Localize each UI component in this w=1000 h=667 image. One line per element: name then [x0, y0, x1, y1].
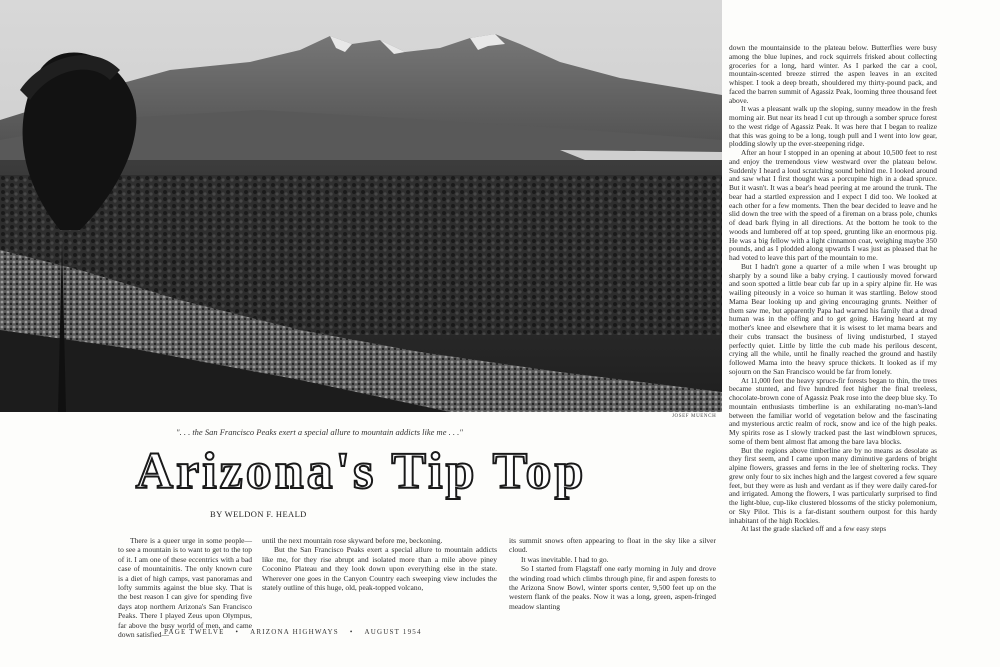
page-footer	[160, 628, 426, 636]
footer-separator: •	[235, 628, 240, 636]
photo-credit: JOSEF MUENCH	[672, 414, 717, 419]
paragraph: until the next mountain rose skyward before me, beckoning.	[262, 536, 443, 545]
paragraph: It was a pleasant walk up the sloping, sunny meadow in the fresh morning air. But near its head I cut up through a somber spruce forest to the west ridge of Agassiz Peak. It was here that I began to realize that this was going to be a long, tough pull and I went into low gear, plodding slowly up the ever-steepening ridge.	[729, 104, 937, 149]
title-text: Arizona's Tip Top	[135, 443, 587, 500]
mountain-photo	[0, 0, 722, 412]
paragraph: At 11,000 feet the heavy spruce-fir forests began to thin, the trees became stunted, and five hundred feet higher the final treeless, chocolate-brown cone of Agassiz Peak rose into the deep blue sky. To mountain enthusiasts timberline is an exhilarating no-man's-land between the familiar world of vegetation below and the fascinating and mysterious arctic realm of rock, snow and ice of the high peaks. My spirits rose as I slowly tracked past the last windblown spruces, some of them bent almost flat among the bare lava blocks.	[729, 375, 937, 446]
paragraph: It was inevitable. I had to go.	[521, 554, 609, 564]
paragraph: So I started from Flagstaff one early morning in July and drove the winding road which climbs through pine, fir and aspen forests to the Arizona Snow Bowl, winter sports center, 9,500 feet up on the western flank of the peaks. Now it was a long, green, aspen-fringed meadow slanting	[509, 564, 716, 611]
paragraph: down the mountainside to the plateau below. Butterflies were busy among the blue lupines, and rock squirrels frisked about collecting groceries for a long, hard winter. As I parked the car a cool, mountain-scented breeze stirred the aspen leaves in an excited whisper. I took a deep breath, shouldered my thirty-pound pack, and faced the barren summit of Agassiz Peak, looming three thousand feet above.	[729, 43, 937, 105]
paragraph: After an hour I stopped in an opening at about 10,500 feet to rest and enjoy the tremendous view westward over the plateau below. Suddenly I heard a loud scratching sound behind me. I looked around and saw what I first thought was a porcupine high in a dead spruce. But it wasn't. It was a bear's head peering at me around the trunk. The bear had a startled expression and I expect I did too. We looked at each other for a few moments. Then the bear decided to leave and he slid down the tree with the speed of a fireman on a brass pole, chunks of dead bark flying in all directions. At the bottom he took to the woods and lumbered off at top speed, grunting like an enormous pig. He was a big fellow with a light cinnamon coat, weighing maybe 350 pounds, and as I plodded along upwards I was just as pleased that he had voted to leave this part of the mountain to me.	[729, 148, 937, 262]
article-column-2	[262, 536, 497, 592]
magazine-name: ARIZONA HIGHWAYS	[250, 628, 339, 636]
footer-separator: •	[349, 628, 354, 636]
paragraph: But the regions above timberline are by no means as desolate as they first seem, and I came upon many diminutive gardens of bright alpine flowers, grasses and ferns in the lee of sheltering rocks. They grew only four to six inches high and the largest covered a few square feet, but they were as lush and verdant as if they were daily cared-for and irrigated. Among the flowers, I was particularly surprised to find the light-blue, cup-like clustered blossoms of the sticky polemonium, or Sky Pilot. This is a far-distant southern outpost for this hardy inhabitant of the high Rockies.	[729, 445, 937, 525]
article-column-3	[509, 536, 716, 611]
mountain-landscape-image	[0, 0, 722, 412]
photo-caption: ". . . the San Francisco Peaks exert a special allure to mountain addicts like me . . ."	[176, 427, 463, 437]
article-column-1	[118, 536, 252, 639]
title-lettering	[120, 440, 602, 500]
paragraph: But the San Francisco Peaks exert a special allure to mountain addicts like me, for they rise abrupt and isolated more than a mile above piney Coconino Plateau and they look down upon everything else in the state. Wherever one goes in the Canyon Country each sweeping view includes the stately outline of this huge, old, peak-topped volcano,	[262, 545, 497, 593]
article-column-4	[729, 44, 937, 534]
paragraph: There is a queer urge in some people—to see a mountain is to want to get to the top of it. I am one of these eccentrics with a bad case of mountainitis. The only known cure is a diet of high camps, vast panoramas and lofty summits against the blue sky. That is the best reason I can give for spending five days atop northern Arizona's San Francisco Peaks. There I played Zeus upon Olympus, far above the busy world of men, and came down satisfied—	[118, 536, 252, 640]
paragraph: its summit snows often appearing to float in the sky like a silver cloud.	[509, 536, 716, 555]
issue-date: AUGUST 1954	[364, 628, 422, 636]
article-title	[120, 440, 602, 500]
byline: BY WELDON F. HEALD	[210, 509, 307, 519]
paragraph: At last the grade slacked off and a few easy steps	[741, 524, 887, 534]
paragraph: But I hadn't gone a quarter of a mile when I was brought up sharply by a sound like a baby crying. I cautiously moved forward and soon spotted a little bear cub far up in a spiry alpine fir. He was wailing piteously in a voice so human it was startling. Below stood Mama Bear looking up and giving encouraging grunts. Neither of them saw me, but apparently Papa had warned his family that a dread human was in the offing and to get going. Having heard at my mother's knee and elsewhere that it is wisest to let mama bears and their cubs transact the business of living undisturbed, I stayed perfectly quiet. Little by little the cub made his perilous descent, crying all the while, until he finally reached the ground and hastily followed Mama into the heavy spruce thickets. It looked as if my sojourn on the San Francisco would be far from lonely.	[729, 261, 937, 376]
page-number: PAGE TWELVE	[164, 628, 225, 636]
